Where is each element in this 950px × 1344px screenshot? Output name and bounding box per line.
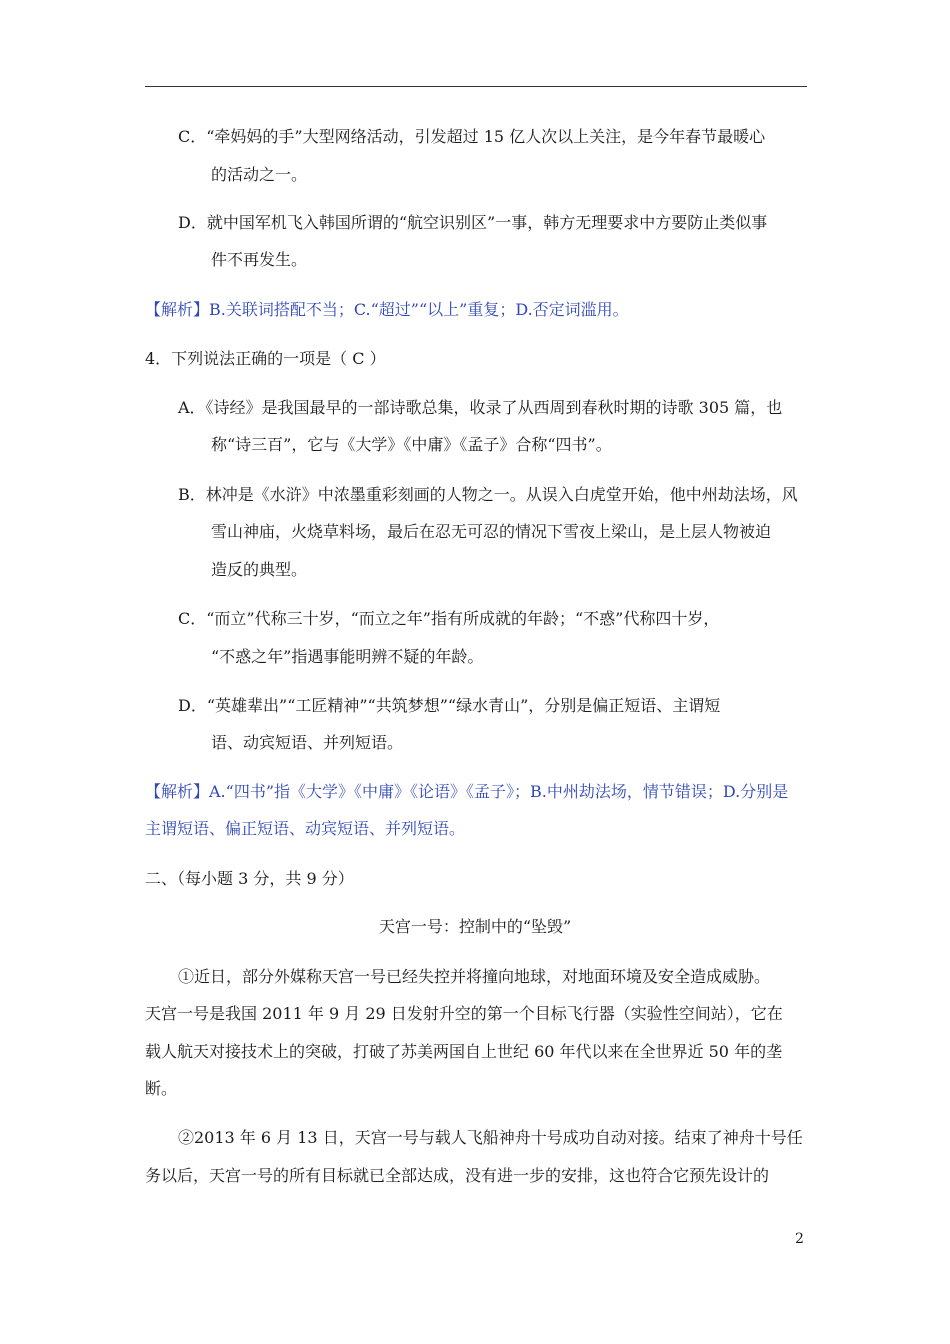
para1-line3: 载人航天对接技术上的突破，打破了苏美两国自上世纪 60 年代以来在全世界近 50 年的垄 (145, 1042, 783, 1061)
page-number: 2 (795, 1231, 804, 1247)
q4-option-b-line3: 造反的典型。 (211, 560, 308, 579)
q4-option-a-line2: 称“诗三百”，它与《大学》《中庸》《孟子》合称“四书”。 (211, 435, 612, 454)
header-rule (145, 86, 807, 87)
q3-analysis: 【解析】B.关联词搭配不当；C.“超过”“以上”重复；D.否定词滥用。 (145, 300, 629, 319)
q4-option-c-line1: C．“而立”代称三十岁，“而立之年”指有所成就的年龄；“不惑”代称四十岁， (178, 609, 720, 628)
para1-line1: ①近日，部分外媒称天宫一号已经失控并将撞向地球，对地面环境及安全造成威胁。 (178, 967, 771, 986)
q4-analysis-line2: 主谓短语、偏正短语、动宾短语、并列短语。 (145, 819, 466, 838)
para1-line4: 断。 (145, 1079, 178, 1098)
article-title: 天宫一号：控制中的“坠毁” (378, 917, 572, 936)
para2-line2: 务以后，天宫一号的所有目标就已全部达成，没有进一步的安排，这也符合它预先设计的 (145, 1166, 770, 1185)
q4-stem: 4．下列说法正确的一项是（ C ） (145, 349, 386, 368)
q3-option-d-line2: 件不再发生。 (211, 250, 308, 269)
para2-line1: ②2013 年 6 月 13 日，天宫一号与载人飞船神舟十号成功自动对接。结束了神舟十号任 (178, 1128, 803, 1147)
q4-option-b-line1: B．林冲是《水浒》中浓墨重彩刻画的人物之一。从误入白虎堂开始，他中州劫法场，风 (178, 485, 798, 504)
q3-option-d-line1: D．就中国军机飞入韩国所谓的“航空识别区”一事，韩方无理要求中方要防止类似事 (178, 213, 768, 232)
q4-option-c-line2: “不惑之年”指遇事能明辨不疑的年龄。 (211, 647, 484, 666)
q3-option-c-line1: C．“牵妈妈的手”大型网络活动，引发超过 15 亿人次以上关注，是今年春节最暖心 (178, 127, 766, 146)
q4-option-b-line2: 雪山神庙，火烧草料场，最后在忍无可忍的情况下雪夜上梁山，是上层人物被迫 (211, 522, 772, 541)
q4-option-d-line1: D．“英雄辈出”“工匠精神”“共筑梦想”“绿水青山”，分别是偏正短语、主谓短 (178, 696, 721, 715)
para1-line2: 天宫一号是我国 2011 年 9 月 29 日发射升空的第一个目标飞行器（实验性空间站），它在 (145, 1004, 783, 1023)
q3-option-c-line2: 的活动之一。 (211, 165, 308, 184)
q4-analysis-line1: 【解析】A.“四书”指《大学》《中庸》《论语》《孟子》；B.中州劫法场，情节错误；D.分别是 (145, 782, 789, 801)
q4-option-a-line1: A．《诗经》是我国最早的一部诗歌总集，收录了从西周到春秋时期的诗歌 305 篇，也 (178, 398, 783, 417)
section2-heading: 二、（每小题 3 分，共 9 分） (145, 869, 354, 888)
q4-option-d-line2: 语、动宾短语、并列短语。 (211, 733, 404, 752)
